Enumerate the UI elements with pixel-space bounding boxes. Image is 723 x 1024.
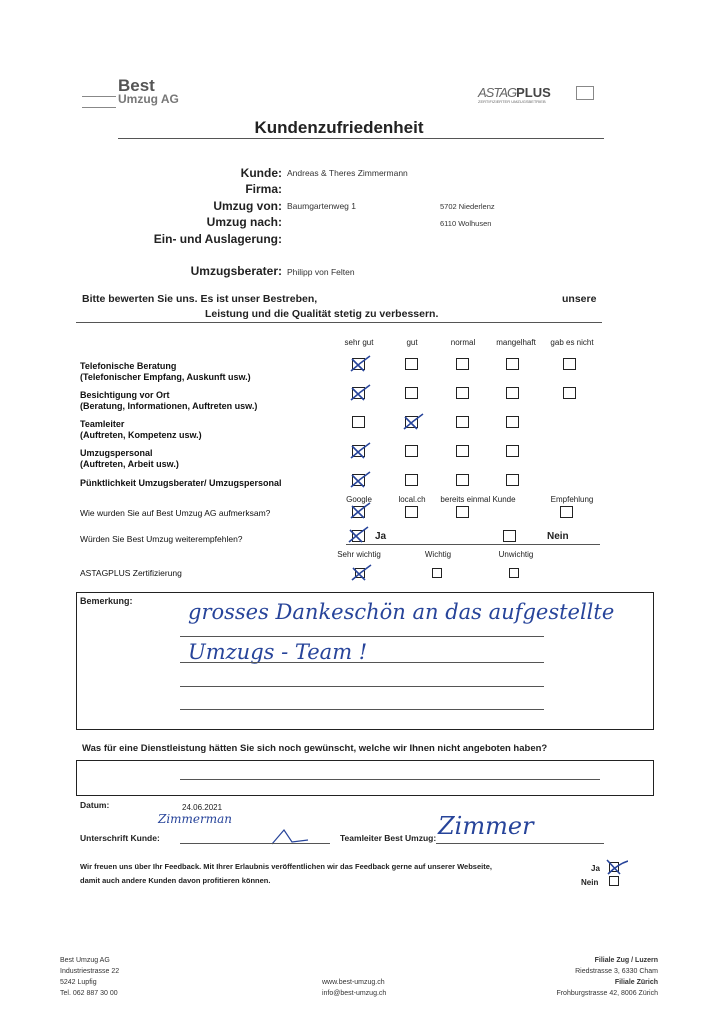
cb-telefon-mangelhaft[interactable] (506, 358, 519, 370)
firma-label: Firma: (245, 182, 282, 196)
row-umzugspersonal-sub: (Auftreten, Arbeit usw.) (80, 459, 179, 469)
datum-value: 24.06.2021 (182, 803, 223, 812)
footer-web: www.best-umzug.ch (322, 979, 385, 986)
cb-teamleiter-sehr-gut[interactable] (352, 416, 365, 428)
header-mangelhaft: mangelhaft (496, 338, 536, 347)
header-gab-es-nicht: gab es nicht (550, 338, 594, 347)
consent-ja-label: Ja (591, 864, 600, 873)
cb-puenktlichkeit-mangelhaft[interactable] (506, 474, 519, 486)
footer-web-block (322, 977, 386, 999)
astag-plus-logo (478, 84, 594, 106)
header-sehr-gut: sehr gut (344, 338, 374, 347)
remarks-label: Bemerkung: (80, 596, 133, 606)
teamleiter-label: Teamleiter Best Umzug: (340, 833, 437, 843)
astag-plus-text: PLUS (516, 85, 551, 100)
astag-logo-text: ASTAG (478, 85, 517, 100)
truck-icon (576, 86, 594, 100)
footer-city: 5242 Lupfig (60, 979, 97, 986)
row-besichtigung-sub: (Beratung, Informationen, Auftreten usw.) (80, 401, 258, 411)
row-puenktlichkeit-label: Pünktlichkeit Umzugsberater/ Umzugspersonal (80, 478, 282, 488)
row-umzugspersonal-label: Umzugspersonal (Auftreten, Arbeit usw.) (80, 448, 179, 469)
footer-filiale-2: Filiale Zürich (614, 979, 658, 986)
title-underline (118, 138, 604, 139)
remarks-handwriting-1: grosses Dankeschön an das aufgestellte (188, 600, 615, 624)
check-mark-google (348, 500, 372, 522)
row-telefon-sub: (Telefonischer Empfang, Auskunft usw.) (80, 372, 251, 382)
remarks-handwriting-2: Umzugs - Team ! (188, 640, 368, 664)
source-empfehlung-label: Empfehlung (550, 495, 594, 504)
footer-email: info@best-umzug.ch (322, 990, 387, 997)
source-kunde-label: bereits einmal Kunde (440, 495, 516, 504)
cb-teamleiter-mangelhaft[interactable] (506, 416, 519, 428)
cb-umzugspersonal-mangelhaft[interactable] (506, 445, 519, 457)
footer-tel: Tel. 062 887 30 00 (60, 990, 118, 997)
cb-umzugspersonal-gut[interactable] (405, 445, 418, 457)
astag-sub-text: ZERTIFIZIERTER UMZUGSBETRIEB (478, 99, 546, 104)
berater-label: Umzugsberater: (190, 264, 282, 278)
wish-question: Was für eine Dienstleistung hätten Sie sich noch gewünscht, welche wir Ihnen nicht angeboten haben? (82, 743, 548, 754)
intro-line-2: Leistung und die Qualität stetig zu verbessern. (205, 308, 439, 320)
recommend-nein-label: Nein (547, 531, 569, 542)
check-mark-ja (346, 524, 370, 546)
kunde-value: Andreas & Theres Zimmermann (287, 168, 408, 178)
row-telefon-label: Telefonische Beratung (Telefonischer Empfang, Auskunft usw.) (80, 361, 251, 382)
footer-company: Best Umzug AG (60, 957, 110, 964)
cb-astag-unwichtig[interactable] (509, 568, 519, 578)
umzug-von-city: 5702 Niederlenz (440, 202, 495, 211)
header-normal: normal (450, 338, 476, 347)
remarks-line-3 (180, 686, 544, 687)
cb-telefon-gut[interactable] (405, 358, 418, 370)
check-mark-umzugspersonal (348, 440, 372, 462)
recommend-underline (346, 544, 600, 545)
cb-besichtigung-gut[interactable] (405, 387, 418, 399)
source-question: Wie wurden Sie auf Best Umzug AG aufmerksam? (80, 508, 271, 518)
cb-umzugspersonal-normal[interactable] (456, 445, 469, 457)
cb-besichtigung-normal[interactable] (456, 387, 469, 399)
recommend-question: Würden Sie Best Umzug weiterempfehlen? (80, 534, 243, 544)
umzug-von-street: Baumgartenweg 1 (287, 201, 356, 211)
cb-source-local[interactable] (405, 506, 418, 518)
check-mark-besichtigung (348, 382, 372, 404)
cb-source-kunde[interactable] (456, 506, 469, 518)
cb-besichtigung-mangelhaft[interactable] (506, 387, 519, 399)
umzug-nach-label: Umzug nach: (206, 215, 282, 229)
logo-best-text: Best (118, 76, 155, 95)
kunde-signature: Zimmerman (158, 812, 233, 826)
best-umzug-logo (82, 76, 192, 110)
kunde-label: Kunde: (240, 166, 282, 180)
consent-text-2: damit auch andere Kunden davon profitieren können. (80, 876, 271, 885)
footer-filiale-block (556, 955, 658, 999)
source-google-label: Google (346, 495, 372, 504)
lagerung-label: Ein- und Auslagerung: (153, 232, 282, 246)
row-besichtigung-label: Besichtigung vor Ort (Beratung, Informationen, Auftreten usw.) (80, 390, 258, 411)
kunde-signature-line (180, 843, 330, 844)
datum-label: Datum: (80, 800, 110, 810)
berater-value: Philipp von Felten (287, 267, 355, 277)
footer-filiale-1-addr: Riedstrasse 3, 6330 Cham (575, 968, 658, 975)
cb-telefon-gab-es-nicht[interactable] (563, 358, 576, 370)
wish-box (76, 760, 654, 796)
intro-line-1: Bitte bewerten Sie uns. Es ist unser Bestreben, (82, 293, 318, 305)
astag-unwichtig-label: Unwichtig (498, 550, 534, 559)
recommend-ja-label: Ja (375, 531, 387, 542)
check-mark-consent (604, 856, 628, 878)
cb-consent-nein[interactable] (609, 876, 619, 886)
astag-cert-label: ASTAGPLUS Zertifizierung (80, 568, 182, 578)
consent-nein-label: Nein (581, 878, 599, 887)
footer-street: Industriestrasse 22 (60, 968, 120, 975)
source-local-label: local.ch (398, 495, 426, 504)
cb-telefon-normal[interactable] (456, 358, 469, 370)
check-mark-puenktlichkeit (348, 469, 372, 491)
footer-filiale-2-addr: Frohburgstrasse 42, 8006 Zürich (556, 990, 658, 997)
cb-source-empfehlung[interactable] (560, 506, 573, 518)
check-mark-astag (349, 562, 373, 584)
page-title: Kundenzufriedenheit (254, 118, 424, 137)
cb-besichtigung-gab-es-nicht[interactable] (563, 387, 576, 399)
umzug-nach-city: 6110 Wolhusen (440, 219, 492, 228)
logo-umzug-text: Umzug AG (118, 92, 179, 106)
cb-puenktlichkeit-gut[interactable] (405, 474, 418, 486)
unterschrift-kunde-label: Unterschrift Kunde: (80, 833, 160, 843)
teamleiter-signature-line (436, 843, 604, 844)
cb-astag-wichtig[interactable] (432, 568, 442, 578)
footer-filiale-1: Filiale Zug / Luzern (594, 957, 658, 964)
logo-speed-lines (82, 96, 116, 108)
umzug-von-label: Umzug von: (213, 199, 282, 213)
row-teamleiter-sub: (Auftreten, Kompetenz usw.) (80, 430, 202, 440)
intro-underline (76, 322, 602, 323)
astag-wichtig-label: Wichtig (424, 550, 452, 559)
remarks-line-2 (180, 662, 544, 663)
header-gut: gut (406, 338, 418, 347)
cb-teamleiter-normal[interactable] (456, 416, 469, 428)
intro-line-1-right: unsere (562, 293, 597, 305)
check-mark-teamleiter (401, 411, 425, 433)
consent-text-1: Wir freuen uns über Ihr Feedback. Mit Ihrer Erlaubnis veröffentlichen wir das Feedback gerne auf unserer Webseite, (80, 862, 492, 871)
wish-line (180, 779, 600, 780)
astag-sehr-wichtig-label: Sehr wichtig (337, 550, 381, 559)
footer-company-block (60, 955, 119, 999)
cb-recommend-nein[interactable] (503, 530, 516, 542)
remarks-line-4 (180, 709, 544, 710)
teamleiter-signature: Zimmer (438, 812, 534, 840)
cb-puenktlichkeit-normal[interactable] (456, 474, 469, 486)
check-mark-telefon (348, 353, 372, 375)
row-teamleiter-label: Teamleiter (Auftreten, Kompetenz usw.) (80, 419, 202, 440)
remarks-line-1 (180, 636, 544, 637)
